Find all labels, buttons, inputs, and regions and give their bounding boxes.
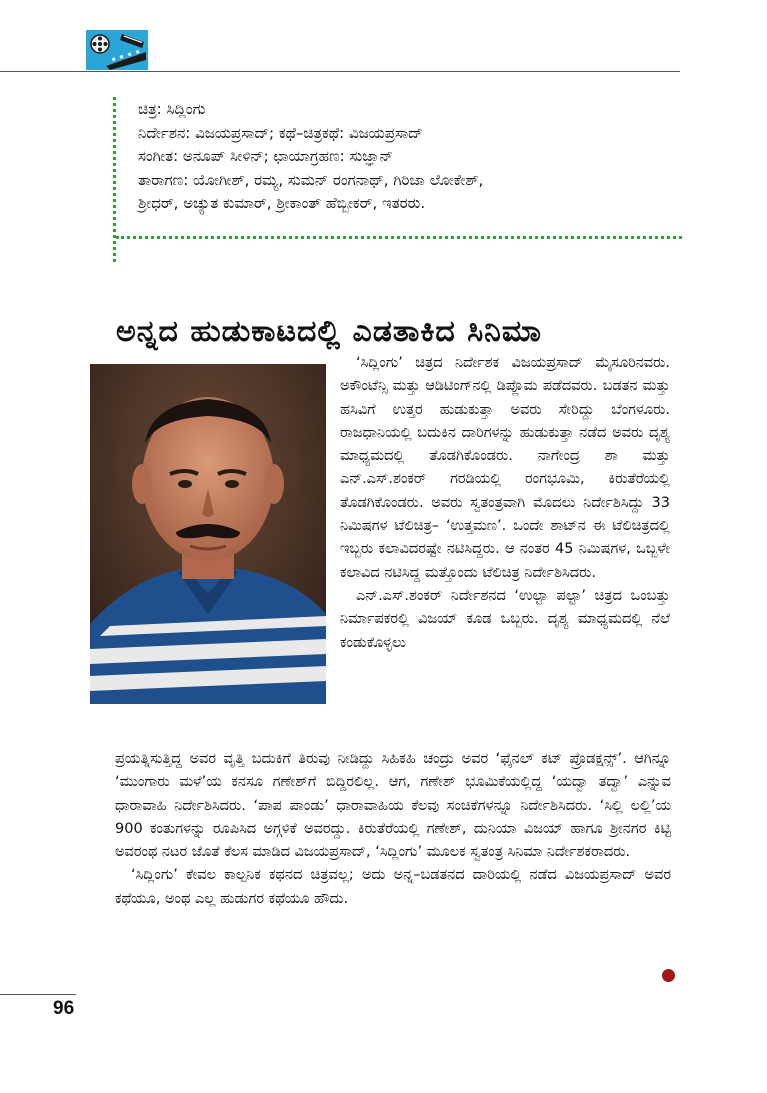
credit-direction: ನಿರ್ದೇಶನ: ವಿಜಯಪ್ರಸಾದ್; ಕಥೆ–ಚಿತ್ರಕಥೆ: ವಿಜಯಪ್ರಸಾದ್ xyxy=(138,123,423,142)
end-mark-bullet xyxy=(662,969,675,982)
credit-cast: ತಾರಾಗಣ: ಯೋಗೀಶ್, ರಮ್ಯ, ಸುಮನ್ ರಂಗನಾಥ್, ಗಿರಿಜಾ ಲೋಕೇಶ್, xyxy=(138,170,484,189)
paragraph-2-start: ಎನ್.ಎಸ್.ಶಂಕರ್ ನಿರ್ದೇಶನದ ‘ಉಲ್ಟಾ ಪಲ್ಟಾ’ ಚಿತ್ರದ ಒಂಬತ್ತು ನಿರ್ಮಾಪಕರಲ್ಲಿ ವಿಜಯ್ ಕೂಡ ಒಬ್ಬರು. ದೃಶ್ಯ ಮಾಧ್ಯಮದಲ್ಲಿ ನೆಲೆ ಕಂಡುಕೊಳ್ಳಲು xyxy=(340,587,670,651)
page-number: 96 xyxy=(53,998,75,1019)
film-reel-icon xyxy=(86,30,148,70)
paragraph-1: ‘ಸಿದ್ಲಿಂಗು’ ಚಿತ್ರದ ನಿರ್ದೇಶಕ ವಿಜಯಪ್ರಸಾದ್ ಮೈಸೂರಿನವರು. ಅಕೌಂಟೆನ್ಸಿ ಮತ್ತು ಆಡಿಟಿಂಗ್‌ನಲ್ಲಿ ಡಿಪ್ಲೊಮ ಪಡೆದವರು. ಬಡತನ ಮತ್ತು ಹಸಿವಿಗೆ ಉತ್ತರ ಹುಡುಕುತ್ತಾ ಅವರು ಸೇರಿದ್ದು ಬೆಂಗಳೂರು. ರಾಜಧಾನಿಯಲ್ಲಿ ಬದುಕಿನ ದಾರಿಗಳನ್ನು ಹುಡುಕುತ್ತಾ ನಡೆದ ಅವರು ದೃಶ್ಯ ಮಾಧ್ಯಮದಲ್ಲಿ ತೊಡಗಿಕೊಂಡರು. ನಾಗೇಂದ್ರ ಶಾ ಮತ್ತು ಎನ್.ಎಸ್.ಶಂಕರ್ ಗರಡಿಯಲ್ಲಿ ರಂಗಭೂಮಿ, ಕಿರುತೆರೆಯಲ್ಲಿ ತೊಡಗಿಕೊಂಡರು. ಅವರು ಸ್ವತಂತ್ರವಾಗಿ ಮೊದಲು ನಿರ್ದೇಶಿಸಿದ್ದು 33 ನಿಮಿಷಗಳ ಟೆಲಿಚಿತ್ರ– ‘ಉತ್ತಮಣ’. ಒಂದೇ ಶಾಟ್‌ನ ಈ ಟೆಲಿಚಿತ್ರದಲ್ಲಿ ಇಬ್ಬರು ಕಲಾವಿದರಷ್ಟೇ ನಟಿಸಿದ್ದರು. ಆ ನಂತರ 45 ನಿಮಿಷಗಳ, ಒಬ್ಬಳೇ ಕಲಾವಿದ ನಟಿಸಿದ್ದ ಮತ್ತೊಂದು ಟೆಲಿಚಿತ್ರ ನಿರ್ದೇಶಿಸಿದರು. xyxy=(340,355,670,581)
paragraph-3: ‘ಸಿದ್ಲಿಂಗು’ ಕೇವಲ ಕಾಲ್ಪನಿಕ ಕಥನದ ಚಿತ್ರವಲ್ಲ; ಅದು ಅನ್ನ–ಬಡತನದ ದಾರಿಯಲ್ಲಿ ನಡೆದ ವಿಜಯಪ್ರಸಾದ್ ಅವರ ಕಥೆಯೂ, ಅಂಥ ಎಲ್ಲ ಹುಡುಗರ ಕಥೆಯೂ ಹೌದು. xyxy=(115,867,671,907)
credit-film: ಚಿತ್ರ: ಸಿದ್ಲಿಂಗು xyxy=(138,100,206,118)
article-column-right xyxy=(340,352,670,655)
film-credits xyxy=(138,98,698,216)
header-rule xyxy=(0,71,680,72)
footer-rule xyxy=(0,994,76,995)
article-column-full xyxy=(115,748,671,911)
director-portrait xyxy=(90,364,326,704)
credits-dotted-border-horizontal xyxy=(116,236,682,239)
credit-cast-continued: ಶ್ರೀಧರ್, ಅಚ್ಯುತ ಕುಮಾರ್, ಶ್ರೀಕಾಂತ್ ಹೆಬ್ಬೀಕರ್, ಇತರರು. xyxy=(138,194,426,212)
article-headline: ಅನ್ನದ ಹುಡುಕಾಟದಲ್ಲಿ ಎಡತಾಕಿದ ಸಿನಿಮಾ xyxy=(116,314,542,350)
paragraph-2-end: ಪ್ರಯತ್ನಿಸುತ್ತಿದ್ದ ಅವರ ವೃತ್ತಿ ಬದುಕಿಗೆ ತಿರುವು ನೀಡಿದ್ದು ಸಿಹಿಕಹಿ ಚಂದ್ರು ಅವರ ‘ಫೈನಲ್ ಕಟ್ ಪ್ರೊಡಕ್ಷನ್ಸ್’. ಆಗಿನ್ನೂ ‘ಮುಂಗಾರು ಮಳೆ’ಯ ಕನಸೂ ಗಣೇಶ್‌ಗೆ ಬಿದ್ದಿರಲಿಲ್ಲ. ಆಗ, ಗಣೇಶ್ ಭೂಮಿಕೆಯಲ್ಲಿದ್ದ ‘ಯದ್ವಾ ತದ್ವಾ’ ಎನ್ನುವ ಧಾರಾವಾಹಿ ನಿರ್ದೇಶಿಸಿದರು. ‘ಪಾಪ ಪಾಂಡು’ ಧಾರಾವಾಹಿಯ ಕೆಲವು ಸಂಚಿಕೆಗಳನ್ನೂ ನಿರ್ದೇಶಿಸಿದರು. ‘ಸಿಲ್ಲಿ ಲಲ್ಲಿ’ಯ 900 ಕಂತುಗಳನ್ನು ರೂಪಿಸಿದ ಅಗ್ಗಳಿಕೆ ಅವರದ್ದು. ಕಿರುತೆರೆಯಲ್ಲಿ ಗಣೇಶ್, ದುನಿಯಾ ವಿಜಯ್ ಹಾಗೂ ಶ್ರೀನಗರ ಕಿಟ್ಟಿ ಅವರಂಥ ನಟರ ಜೊತೆ ಕೆಲಸ ಮಾಡಿದ ವಿಜಯಪ್ರಸಾದ್, ‘ಸಿದ್ಲಿಂಗು’ ಮೂಲಕ ಸ್ವತಂತ್ರ ಸಿನಿಮಾ ನಿರ್ದೇಶಕರಾದರು. xyxy=(115,751,671,861)
credit-music: ಸಂಗೀತ: ಅನೂಪ್ ಸೀಳಿನ್; ಛಾಯಾಗ್ರಹಣ: ಸುಜ್ಞಾನ್ xyxy=(138,147,393,165)
